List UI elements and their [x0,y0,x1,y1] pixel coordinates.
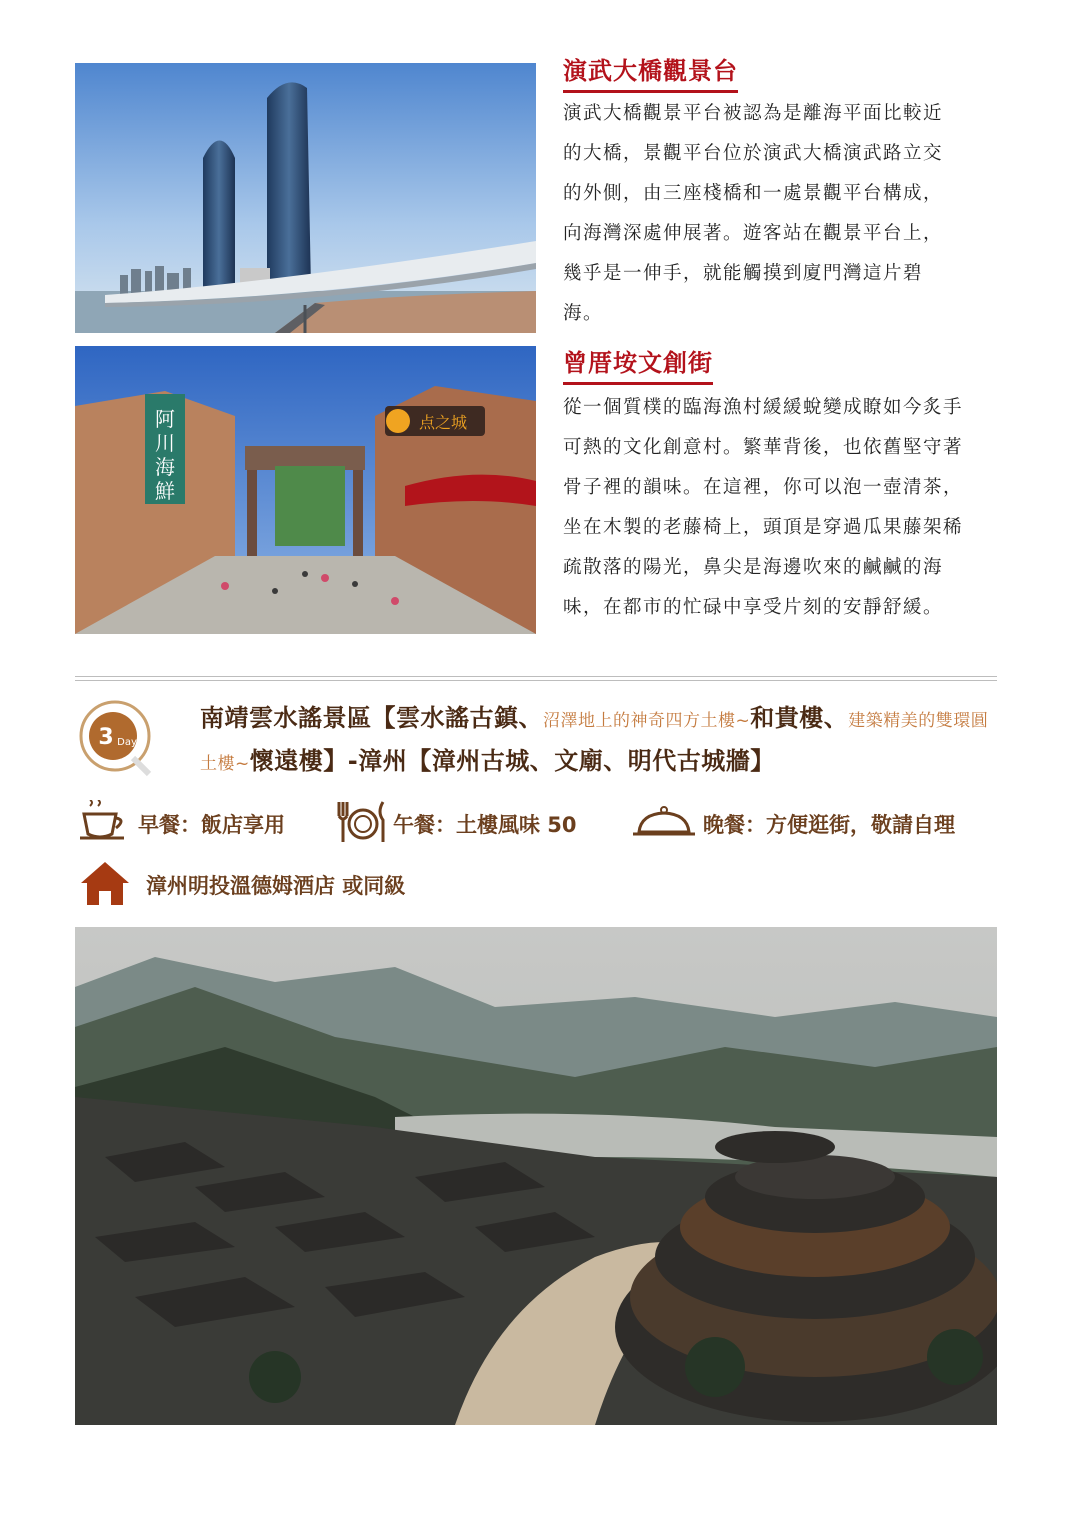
title-part: 南靖雲水謠景區【雲水謠古鎮、 [200,704,543,732]
left-sign-text: 鮮 [155,479,175,503]
right-sign-text: 点之城 [418,413,468,432]
plate-cutlery-icon [333,798,387,851]
meals-row [78,798,1018,850]
day-number: 3 [98,725,114,750]
left-sign-char [155,407,175,503]
left-sign-text: 海 [155,455,175,479]
text-line: 可熱的文化創意村。繁華背後，也依舊堅守著 [563,437,964,458]
hotel-row [78,860,405,910]
text-line: 的外側，由三座棧橋和一處景觀平台構成， [563,183,944,204]
text-line: 演武大橋觀景平台被認為是離海平面比較近 [563,103,944,124]
lunch [333,798,577,850]
day-label: Day [117,737,137,748]
title-part: 和貴樓、 [750,704,849,732]
section-divider [75,676,997,681]
text-line: 坐在木製的老藤椅上，頭頂是穿過瓜果藤架稀 [563,517,964,538]
title-part: 懷遠樓】-漳州【漳州古城、文廟、明代古城牆】 [249,747,775,775]
cloche-icon [631,802,697,847]
coffee-cup-icon [78,800,132,849]
text-line: 味，在都市的忙碌中享受片刻的安靜舒緩。 [563,597,944,618]
left-sign-text: 川 [155,431,175,455]
breakfast-text: 早餐：飯店享用 [138,813,285,837]
section-text-yanwu-bridge [563,94,1003,334]
text-line: 骨子裡的韻味。在這裡，你可以泡一壺清茶， [563,477,964,498]
text-line: 向海灣深處伸展著。遊客站在觀景平台上， [563,223,944,244]
text-line: 從一個質樸的臨海漁村緩緩蛻變成瞭如今炙手 [563,397,964,418]
street-gate-photo [75,346,536,634]
dinner-text: 晚餐：方便逛街，敬請自理 [703,813,955,837]
section-title-yanwu-bridge: 演武大橋觀景台 [563,56,738,93]
day-itinerary-title [200,698,1000,784]
tulou-village-photo [75,927,997,1425]
dinner [631,798,955,850]
title-part-sub: 沼澤地上的神奇四方土樓~ [543,711,751,731]
title-part-sub: 建築精美的雙環圓土樓~ [200,711,989,774]
text-line: 海。 [563,303,604,324]
text-line: 的大橋，景觀平台位於演武大橋演武路立交 [563,143,944,164]
text-line: 疏散落的陽光，鼻尖是海邊吹來的鹹鹹的海 [563,557,944,578]
left-sign-text: 阿 [155,407,175,431]
hotel-text: 漳州明投溫德姆酒店 或同級 [146,874,406,898]
lunch-text: 午餐：土樓風味 50 [393,813,577,837]
bridge-skyline-photo [75,63,536,333]
text-line: 幾乎是一伸手，就能觸摸到廈門灣這片碧 [563,263,924,284]
day-badge [75,698,155,778]
section-title-zengcuoan: 曾厝垵文創街 [563,348,713,385]
house-icon [78,859,132,912]
section-text-zengcuoan [563,388,1003,628]
breakfast [78,798,285,850]
